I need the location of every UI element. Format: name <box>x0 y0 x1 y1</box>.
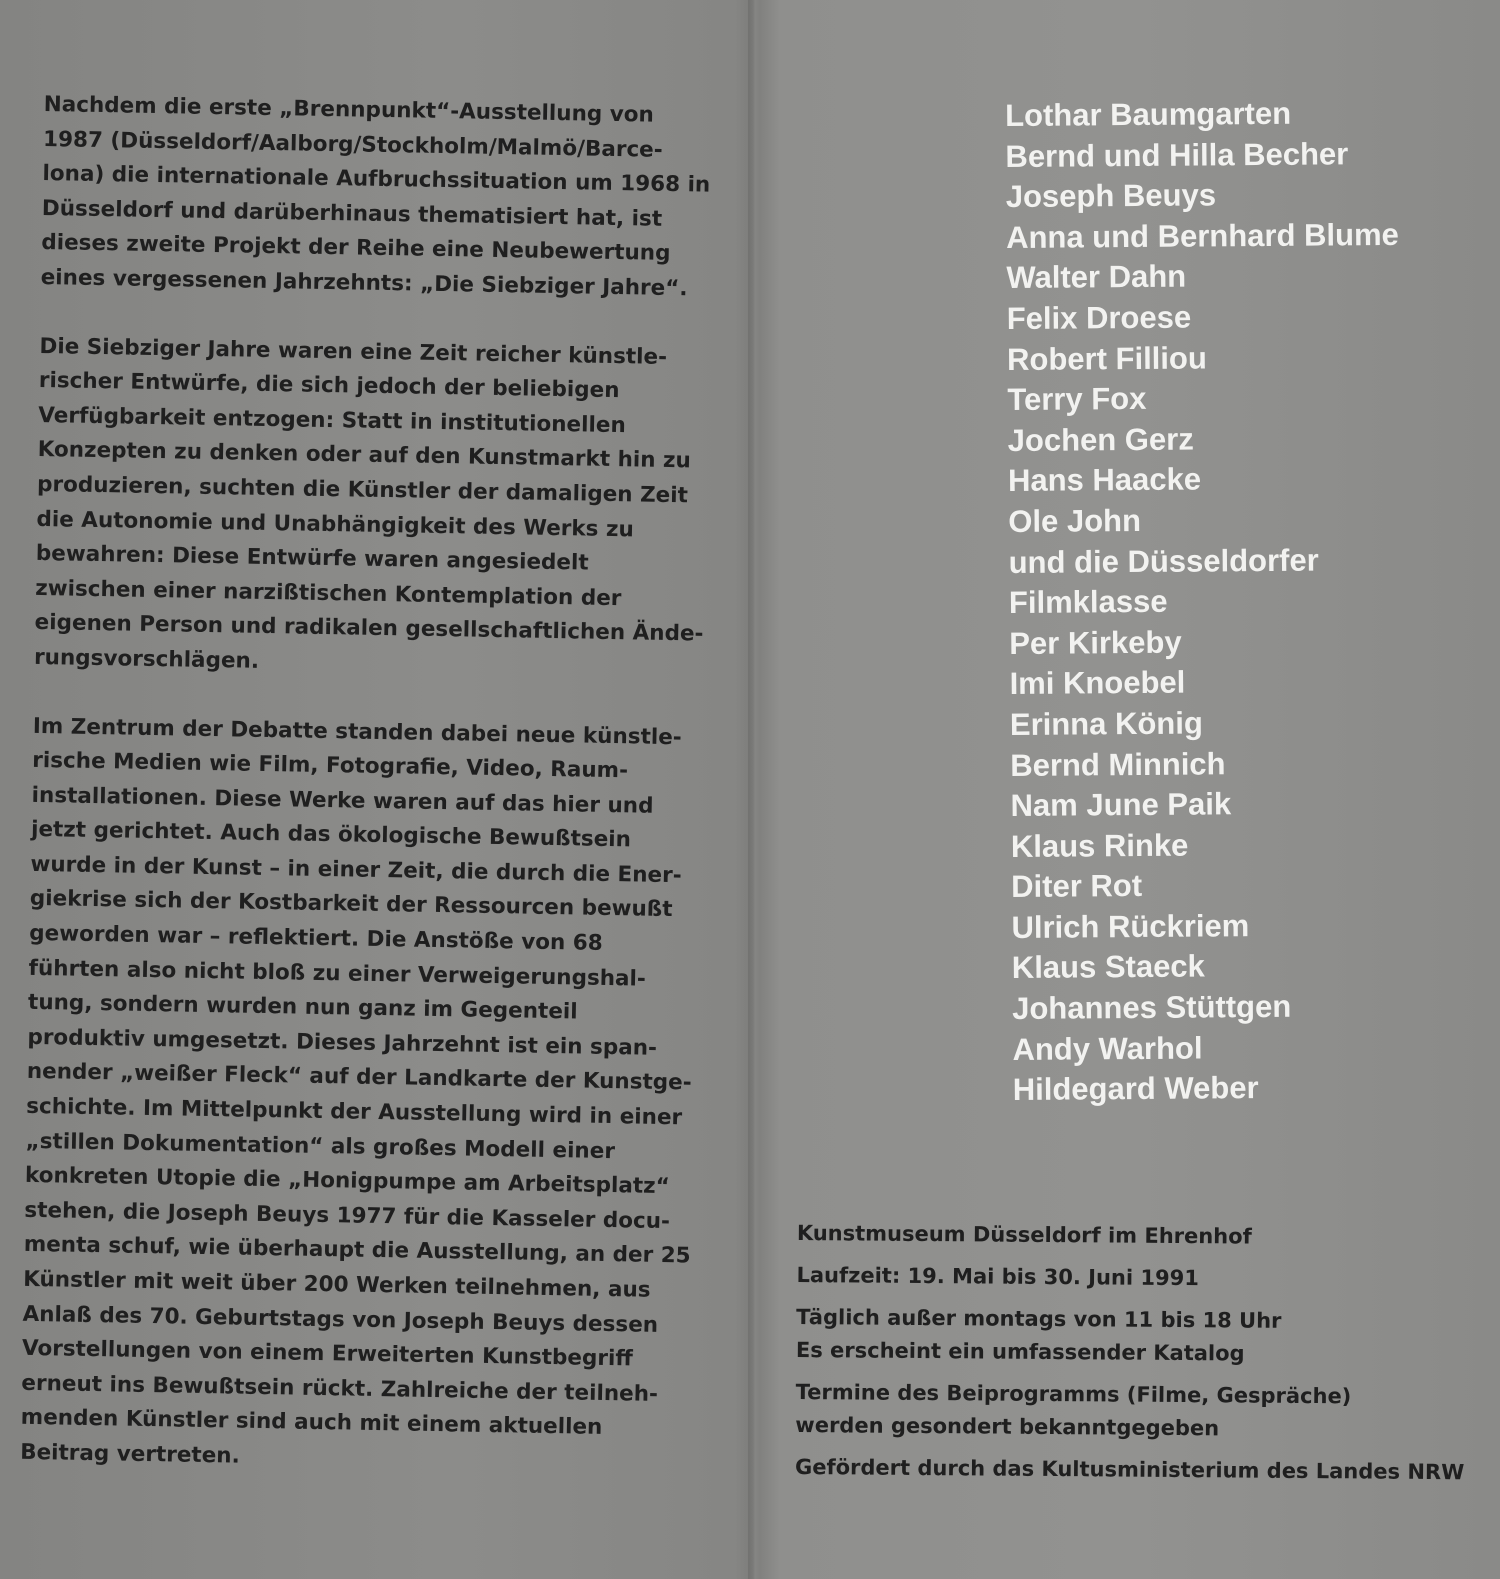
artist-name: Klaus Rinke <box>1010 827 1189 864</box>
artist-name: Terry Fox <box>1007 381 1147 418</box>
debate-paragraph: Im Zentrum der Debatte standen dabei neue künstle- rische Medien wie Film, Fotografie, Video, Raum- installationen. Diese Werke waren auf das hier und jetzt gerichtet. Auch das ökologische Bewußtsein wurde in der Kunst – in einer Zeit, die durch die Ener- giekrise sich der Kostbarkeit der Ressourcen bewußt geworden war – reflektiert. Die Anstöße von 68 führten also nicht bloß zu einer Verweigerungshal- tung, sondern wurden nun ganz im Gegenteil produktiv umgesetzt. Dieses Jahrzehnt ist ein span- nender „weißer Fleck“ auf der Landkarte der Kunstge- schichte. Im Mittelpunkt der Ausstellung wird in einer „stillen Dokumentation“ als großes Modell einer konkreten Utopie die „Honigpumpe am Arbeitsplatz“ stehen, die Joseph Beuys 1977 für die Kasseler docu- menta schuf, wie überhaupt die Ausstellung, an der 25 Künstler mit weit über 200 Werken teilnehmen, aus Anlaß des 70. Geburtstags von Joseph Beuys dessen Vorstellungen von einem Erweiterten Kunstbegriff erneut ins Bewußtsein rückt. Zahlreiche der teilneh- menden Künstler sind auch mit einem aktuellen Beitrag vertreten. <box>19 713 692 1469</box>
artist-name: Walter Dahn <box>1006 258 1187 296</box>
artist-name: Nam June Paik <box>1010 786 1232 824</box>
artist-name: Lothar Baumgarten <box>1005 95 1292 133</box>
artist-name: Anna und Bernhard Blume <box>1005 216 1399 255</box>
intro-paragraph: Nachdem die erste „Brennpunkt“-Ausstellung von 1987 (Düsseldorf/Aalborg/Stockholm/Malmö/Barce- lona) die internationale Aufbruchssituation um 1968 in Düsseldorf und darüberhinaus thematisiert hat, ist dieses zweite Projekt der Reihe eine Neubewertung eines vergessenen Jahrzehnts: „Die Siebziger Jahre“. <box>40 91 711 302</box>
artist-name: Diter Rot <box>1011 868 1143 905</box>
venue-line: Kunstmuseum Düsseldorf im Ehrenhof <box>796 1220 1252 1249</box>
artist-name: Erinna König <box>1009 705 1203 742</box>
hours-catalog-lines: Täglich außer montags von 11 bis 18 Uhr Es erscheint ein umfassender Katalog <box>795 1304 1282 1366</box>
artist-name: Andy Warhol <box>1012 1030 1203 1067</box>
artist-name: Bernd Minnich <box>1010 745 1226 783</box>
artist-name: und die Düsseldorfer <box>1008 542 1319 580</box>
program-lines: Termine des Beiprogramms (Filme, Gespräche) werden gesondert bekanntgegeben <box>795 1379 1352 1441</box>
artist-name: Hildegard Weber <box>1012 1070 1259 1108</box>
artist-name: Bernd und Hilla Becher <box>1005 135 1349 174</box>
artist-name: Filmklasse <box>1008 583 1168 621</box>
page-fold <box>748 0 760 1579</box>
exhibition-info <box>795 1217 1477 1498</box>
left-page-text <box>19 88 724 1516</box>
duration-line: Laufzeit: 19. Mai bis 30. Juni 1991 <box>796 1262 1200 1291</box>
artist-name: Jochen Gerz <box>1007 421 1194 458</box>
sponsor-line: Gefördert durch das Kultusministerium des Landes NRW <box>794 1454 1465 1485</box>
artist-name: Per Kirkeby <box>1009 624 1182 661</box>
artist-name: Robert Filliou <box>1006 339 1207 377</box>
seventies-paragraph: Die Siebziger Jahre waren eine Zeit reicher künstle- rischer Entwürfe, die sich jedoch der beliebigen Verfügbarkeit entzogen: Statt in institutionellen Konzepten zu denken oder auf den Kunstmarkt hin zu produzieren, suchten die Künstler der damaligen Zeit die Autonomie und Unabhängigkeit des Werks zu bewahren: Diese Entwürfe waren angesiedelt zwischen einer narzißtischen Kontemplation der eigenen Person und radikalen gesellschaftlichen Ände- rungsvorschlägen. <box>33 333 704 674</box>
artist-name: Ulrich Rückriem <box>1011 907 1250 945</box>
artist-name: Johannes Stüttgen <box>1012 988 1292 1027</box>
artist-name: Imi Knoebel <box>1009 664 1186 702</box>
artist-name: Ole John <box>1008 502 1142 539</box>
artist-name: Felix Droese <box>1006 299 1192 336</box>
artist-name: Klaus Staeck <box>1011 948 1205 986</box>
artist-list <box>1005 92 1483 1111</box>
artist-name: Joseph Beuys <box>1005 177 1217 215</box>
artist-name: Hans Haacke <box>1007 461 1202 499</box>
